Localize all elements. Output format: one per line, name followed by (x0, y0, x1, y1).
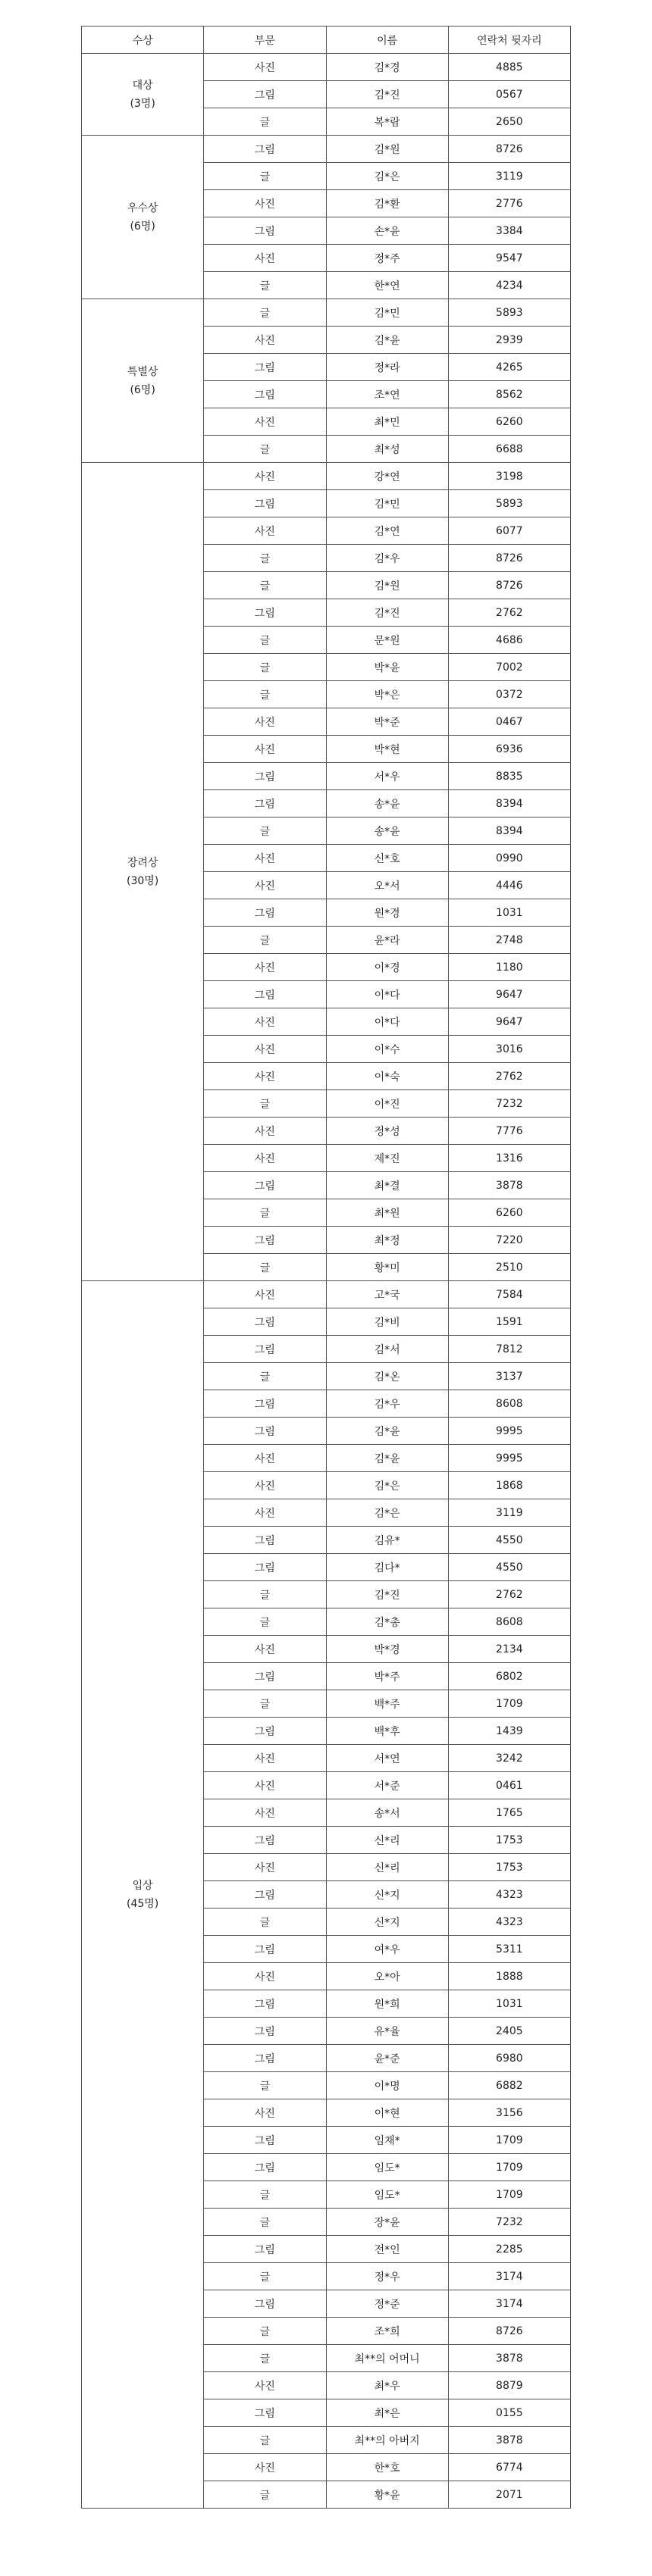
award-name: 대상 (132, 79, 153, 92)
name-cell: 김*윤 (326, 327, 448, 354)
category-cell: 그림 (204, 2399, 326, 2427)
phone-digits-cell: 4323 (448, 1881, 570, 1909)
name-cell: 정*주 (326, 245, 448, 272)
phone-digits-cell: 2762 (448, 1581, 570, 1608)
phone-digits-cell: 1753 (448, 1854, 570, 1881)
category-cell: 글 (204, 818, 326, 845)
phone-digits-cell: 2134 (448, 1636, 570, 1663)
table-row (82, 463, 571, 490)
name-cell: 강*연 (326, 463, 448, 490)
header-name: 이름 (326, 27, 448, 54)
phone-digits-cell: 1888 (448, 1963, 570, 1990)
phone-digits-cell: 7776 (448, 1118, 570, 1145)
phone-digits-cell: 8726 (448, 572, 570, 599)
category-cell: 그림 (204, 1527, 326, 1554)
name-cell: 윤*라 (326, 927, 448, 954)
name-cell: 문*원 (326, 627, 448, 654)
category-cell: 사진 (204, 190, 326, 217)
name-cell: 김*윤 (326, 1445, 448, 1472)
category-cell: 그림 (204, 599, 326, 627)
phone-digits-cell: 3174 (448, 2290, 570, 2318)
category-cell: 사진 (204, 54, 326, 81)
name-cell: 정*준 (326, 2290, 448, 2318)
name-cell: 박*준 (326, 708, 448, 736)
phone-digits-cell: 6260 (448, 408, 570, 436)
name-cell: 이*숙 (326, 1063, 448, 1090)
category-cell: 사진 (204, 463, 326, 490)
name-cell: 김*환 (326, 190, 448, 217)
category-cell: 그림 (204, 217, 326, 245)
category-cell: 그림 (204, 2045, 326, 2072)
name-cell: 최*은 (326, 2399, 448, 2427)
name-cell: 김*원 (326, 572, 448, 599)
category-cell: 사진 (204, 736, 326, 763)
name-cell: 김*비 (326, 1308, 448, 1336)
phone-digits-cell: 1591 (448, 1308, 570, 1336)
phone-digits-cell: 1709 (448, 2154, 570, 2181)
phone-digits-cell: 1316 (448, 1145, 570, 1172)
phone-digits-cell: 8394 (448, 818, 570, 845)
phone-digits-cell: 3174 (448, 2263, 570, 2290)
category-cell: 글 (204, 2481, 326, 2509)
award-group-cell (82, 463, 204, 1281)
phone-digits-cell: 0461 (448, 1772, 570, 1799)
phone-digits-cell: 4323 (448, 1909, 570, 1936)
award-name: 장려상 (127, 856, 158, 869)
phone-digits-cell: 2071 (448, 2481, 570, 2509)
category-cell: 그림 (204, 1881, 326, 1909)
phone-digits-cell: 8608 (448, 1390, 570, 1418)
name-cell: 김*우 (326, 545, 448, 572)
category-cell: 사진 (204, 1799, 326, 1827)
category-cell: 글 (204, 299, 326, 327)
award-group-cell (82, 136, 204, 299)
name-cell: 송*윤 (326, 790, 448, 818)
name-cell: 박*은 (326, 681, 448, 708)
category-cell: 글 (204, 272, 326, 299)
phone-digits-cell: 8726 (448, 545, 570, 572)
category-cell: 사진 (204, 1008, 326, 1036)
category-cell: 글 (204, 654, 326, 681)
category-cell: 사진 (204, 1281, 326, 1308)
name-cell: 신*호 (326, 845, 448, 872)
award-name: 우수상 (127, 202, 158, 214)
name-cell: 김*진 (326, 1581, 448, 1608)
category-cell: 사진 (204, 1854, 326, 1881)
phone-digits-cell: 9995 (448, 1418, 570, 1445)
phone-digits-cell: 1031 (448, 1990, 570, 2018)
phone-digits-cell: 2939 (448, 327, 570, 354)
name-cell: 박*현 (326, 736, 448, 763)
name-cell: 최*성 (326, 436, 448, 463)
name-cell: 손*윤 (326, 217, 448, 245)
category-cell: 사진 (204, 1145, 326, 1172)
winners-table (81, 26, 571, 2509)
phone-digits-cell: 6980 (448, 2045, 570, 2072)
category-cell: 글 (204, 681, 326, 708)
phone-digits-cell: 1709 (448, 2127, 570, 2154)
phone-digits-cell: 1031 (448, 899, 570, 927)
category-cell: 그림 (204, 81, 326, 108)
name-cell: 김*온 (326, 1363, 448, 1390)
header-row (82, 27, 571, 54)
category-cell: 글 (204, 1199, 326, 1227)
category-cell: 그림 (204, 2154, 326, 2181)
category-cell: 그림 (204, 1336, 326, 1363)
category-cell: 그림 (204, 2290, 326, 2318)
name-cell: 김*진 (326, 599, 448, 627)
name-cell: 최*원 (326, 1199, 448, 1227)
table-header (82, 27, 571, 54)
phone-digits-cell: 6688 (448, 436, 570, 463)
phone-digits-cell: 8394 (448, 790, 570, 818)
category-cell: 사진 (204, 1036, 326, 1063)
name-cell: 복*람 (326, 108, 448, 136)
header-phone-last-digits: 연락처 뒷자리 (448, 27, 570, 54)
name-cell: 한*호 (326, 2454, 448, 2481)
name-cell: 정*성 (326, 1118, 448, 1145)
category-cell: 사진 (204, 1472, 326, 1499)
name-cell: 전*인 (326, 2236, 448, 2263)
award-count: (6명) (130, 383, 155, 396)
category-cell: 그림 (204, 1827, 326, 1854)
name-cell: 한*연 (326, 272, 448, 299)
category-cell: 사진 (204, 1772, 326, 1799)
table-body (82, 54, 571, 2509)
category-cell: 그림 (204, 490, 326, 517)
phone-digits-cell: 4550 (448, 1554, 570, 1581)
phone-digits-cell: 9547 (448, 245, 570, 272)
phone-digits-cell: 8608 (448, 1608, 570, 1636)
name-cell: 윤*준 (326, 2045, 448, 2072)
award-group-cell (82, 1281, 204, 2509)
category-cell: 그림 (204, 136, 326, 163)
category-cell: 사진 (204, 408, 326, 436)
phone-digits-cell: 6936 (448, 736, 570, 763)
category-cell: 사진 (204, 1445, 326, 1472)
phone-digits-cell: 3242 (448, 1745, 570, 1772)
phone-digits-cell: 7220 (448, 1227, 570, 1254)
phone-digits-cell: 6260 (448, 1199, 570, 1227)
category-cell: 사진 (204, 2454, 326, 2481)
phone-digits-cell: 9647 (448, 981, 570, 1008)
phone-digits-cell: 6882 (448, 2072, 570, 2099)
name-cell: 최*민 (326, 408, 448, 436)
phone-digits-cell: 8562 (448, 381, 570, 408)
name-cell: 최*우 (326, 2372, 448, 2399)
phone-digits-cell: 3878 (448, 2427, 570, 2454)
table-row (82, 136, 571, 163)
award-group-cell (82, 299, 204, 463)
category-cell: 그림 (204, 1663, 326, 1690)
phone-digits-cell: 9647 (448, 1008, 570, 1036)
name-cell: 정*우 (326, 2263, 448, 2290)
category-cell: 사진 (204, 954, 326, 981)
name-cell: 김*은 (326, 1472, 448, 1499)
category-cell: 그림 (204, 1936, 326, 1963)
phone-digits-cell: 1709 (448, 2181, 570, 2209)
category-cell: 사진 (204, 1118, 326, 1145)
category-cell: 글 (204, 1581, 326, 1608)
name-cell: 김*진 (326, 81, 448, 108)
category-cell: 글 (204, 927, 326, 954)
name-cell: 이*수 (326, 1036, 448, 1063)
category-cell: 그림 (204, 899, 326, 927)
name-cell: 송*윤 (326, 818, 448, 845)
name-cell: 백*후 (326, 1718, 448, 1745)
category-cell: 글 (204, 2072, 326, 2099)
phone-digits-cell: 3878 (448, 2345, 570, 2372)
phone-digits-cell: 6077 (448, 517, 570, 545)
category-cell: 글 (204, 2427, 326, 2454)
phone-digits-cell: 1180 (448, 954, 570, 981)
category-cell: 그림 (204, 2236, 326, 2263)
name-cell: 이*명 (326, 2072, 448, 2099)
name-cell: 원*경 (326, 899, 448, 927)
category-cell: 사진 (204, 1636, 326, 1663)
phone-digits-cell: 0990 (448, 845, 570, 872)
category-cell: 그림 (204, 381, 326, 408)
phone-digits-cell: 1709 (448, 1690, 570, 1718)
phone-digits-cell: 4550 (448, 1527, 570, 1554)
category-cell: 사진 (204, 2372, 326, 2399)
phone-digits-cell: 5311 (448, 1936, 570, 1963)
phone-digits-cell: 4885 (448, 54, 570, 81)
phone-digits-cell: 8835 (448, 763, 570, 790)
phone-digits-cell: 9995 (448, 1445, 570, 1472)
category-cell: 사진 (204, 2099, 326, 2127)
phone-digits-cell: 3137 (448, 1363, 570, 1390)
name-cell: 임채* (326, 2127, 448, 2154)
phone-digits-cell: 2510 (448, 1254, 570, 1281)
name-cell: 김다* (326, 1554, 448, 1581)
name-cell: 오*아 (326, 1963, 448, 1990)
phone-digits-cell: 2650 (448, 108, 570, 136)
phone-digits-cell: 2762 (448, 1063, 570, 1090)
category-cell: 그림 (204, 1990, 326, 2018)
name-cell: 임도* (326, 2154, 448, 2181)
name-cell: 원*희 (326, 1990, 448, 2018)
category-cell: 글 (204, 1254, 326, 1281)
name-cell: 김유* (326, 1527, 448, 1554)
name-cell: 이*경 (326, 954, 448, 981)
name-cell: 서*우 (326, 763, 448, 790)
category-cell: 그림 (204, 1308, 326, 1336)
category-cell: 사진 (204, 1745, 326, 1772)
header-category: 부문 (204, 27, 326, 54)
phone-digits-cell: 1868 (448, 1472, 570, 1499)
phone-digits-cell: 2285 (448, 2236, 570, 2263)
category-cell: 그림 (204, 1554, 326, 1581)
name-cell: 김*민 (326, 299, 448, 327)
phone-digits-cell: 6774 (448, 2454, 570, 2481)
name-cell: 송*서 (326, 1799, 448, 1827)
phone-digits-cell: 3119 (448, 1499, 570, 1527)
phone-digits-cell: 8726 (448, 136, 570, 163)
phone-digits-cell: 2762 (448, 599, 570, 627)
phone-digits-cell: 8726 (448, 2318, 570, 2345)
category-cell: 그림 (204, 1718, 326, 1745)
category-cell: 사진 (204, 1063, 326, 1090)
name-cell: 정*라 (326, 354, 448, 381)
category-cell: 사진 (204, 245, 326, 272)
phone-digits-cell: 4265 (448, 354, 570, 381)
name-cell: 최*결 (326, 1172, 448, 1199)
award-count: (3명) (130, 97, 155, 110)
name-cell: 서*연 (326, 1745, 448, 1772)
phone-digits-cell: 3878 (448, 1172, 570, 1199)
phone-digits-cell: 5893 (448, 490, 570, 517)
phone-digits-cell: 0155 (448, 2399, 570, 2427)
category-cell: 글 (204, 2181, 326, 2209)
category-cell: 글 (204, 627, 326, 654)
phone-digits-cell: 7232 (448, 2209, 570, 2236)
name-cell: 장*윤 (326, 2209, 448, 2236)
category-cell: 그림 (204, 981, 326, 1008)
category-cell: 사진 (204, 517, 326, 545)
category-cell: 글 (204, 1363, 326, 1390)
name-cell: 고*국 (326, 1281, 448, 1308)
category-cell: 그림 (204, 790, 326, 818)
name-cell: 박*경 (326, 1636, 448, 1663)
category-cell: 글 (204, 1909, 326, 1936)
name-cell: 김*은 (326, 1499, 448, 1527)
category-cell: 그림 (204, 1172, 326, 1199)
award-group-cell (82, 54, 204, 136)
name-cell: 조*연 (326, 381, 448, 408)
name-cell: 김*원 (326, 136, 448, 163)
name-cell: 이*진 (326, 1090, 448, 1118)
category-cell: 글 (204, 163, 326, 190)
name-cell: 여*우 (326, 1936, 448, 1963)
table-row (82, 1281, 571, 1308)
phone-digits-cell: 2405 (448, 2018, 570, 2045)
name-cell: 신*지 (326, 1909, 448, 1936)
category-cell: 사진 (204, 327, 326, 354)
phone-digits-cell: 4686 (448, 627, 570, 654)
name-cell: 김*총 (326, 1608, 448, 1636)
award-count: (30명) (126, 874, 159, 887)
name-cell: 조*희 (326, 2318, 448, 2345)
category-cell: 글 (204, 436, 326, 463)
phone-digits-cell: 0372 (448, 681, 570, 708)
phone-digits-cell: 3156 (448, 2099, 570, 2127)
phone-digits-cell: 0567 (448, 81, 570, 108)
phone-digits-cell: 4234 (448, 272, 570, 299)
phone-digits-cell: 8879 (448, 2372, 570, 2399)
name-cell: 박*주 (326, 1663, 448, 1690)
phone-digits-cell: 1439 (448, 1718, 570, 1745)
category-cell: 그림 (204, 2127, 326, 2154)
category-cell: 사진 (204, 872, 326, 899)
category-cell: 글 (204, 572, 326, 599)
name-cell: 신*지 (326, 1881, 448, 1909)
name-cell: 김*윤 (326, 1418, 448, 1445)
name-cell: 황*미 (326, 1254, 448, 1281)
name-cell: 김*민 (326, 490, 448, 517)
category-cell: 글 (204, 1690, 326, 1718)
name-cell: 신*리 (326, 1854, 448, 1881)
phone-digits-cell: 6802 (448, 1663, 570, 1690)
category-cell: 그림 (204, 354, 326, 381)
phone-digits-cell: 7812 (448, 1336, 570, 1363)
name-cell: 김*서 (326, 1336, 448, 1363)
category-cell: 그림 (204, 763, 326, 790)
award-name: 입상 (132, 1879, 153, 1892)
name-cell: 임도* (326, 2181, 448, 2209)
phone-digits-cell: 2776 (448, 190, 570, 217)
phone-digits-cell: 7584 (448, 1281, 570, 1308)
award-name: 특별상 (127, 365, 158, 378)
category-cell: 글 (204, 2345, 326, 2372)
award-count: (45명) (126, 1897, 159, 1910)
category-cell: 글 (204, 545, 326, 572)
category-cell: 글 (204, 2318, 326, 2345)
phone-digits-cell: 2748 (448, 927, 570, 954)
name-cell: 이*현 (326, 2099, 448, 2127)
name-cell: 김*우 (326, 1390, 448, 1418)
name-cell: 서*준 (326, 1772, 448, 1799)
name-cell: 김*은 (326, 163, 448, 190)
category-cell: 사진 (204, 1499, 326, 1527)
category-cell: 사진 (204, 845, 326, 872)
name-cell: 오*서 (326, 872, 448, 899)
category-cell: 그림 (204, 2018, 326, 2045)
phone-digits-cell: 7002 (448, 654, 570, 681)
name-cell: 신*리 (326, 1827, 448, 1854)
header-award: 수상 (82, 27, 204, 54)
category-cell: 그림 (204, 1227, 326, 1254)
category-cell: 그림 (204, 1418, 326, 1445)
phone-digits-cell: 1753 (448, 1827, 570, 1854)
phone-digits-cell: 3384 (448, 217, 570, 245)
name-cell: 유*율 (326, 2018, 448, 2045)
category-cell: 글 (204, 108, 326, 136)
name-cell: 황*윤 (326, 2481, 448, 2509)
name-cell: 김*연 (326, 517, 448, 545)
category-cell: 글 (204, 2209, 326, 2236)
phone-digits-cell: 5893 (448, 299, 570, 327)
phone-digits-cell: 1765 (448, 1799, 570, 1827)
phone-digits-cell: 3198 (448, 463, 570, 490)
phone-digits-cell: 3016 (448, 1036, 570, 1063)
name-cell: 최**의 어머니 (326, 2345, 448, 2372)
table-row (82, 54, 571, 81)
category-cell: 사진 (204, 1963, 326, 1990)
category-cell: 글 (204, 2263, 326, 2290)
name-cell: 김*경 (326, 54, 448, 81)
name-cell: 이*다 (326, 1008, 448, 1036)
phone-digits-cell: 4446 (448, 872, 570, 899)
category-cell: 글 (204, 1090, 326, 1118)
phone-digits-cell: 0467 (448, 708, 570, 736)
name-cell: 제*진 (326, 1145, 448, 1172)
award-count: (6명) (130, 220, 155, 233)
name-cell: 박*윤 (326, 654, 448, 681)
table-row (82, 299, 571, 327)
category-cell: 그림 (204, 1390, 326, 1418)
name-cell: 이*다 (326, 981, 448, 1008)
category-cell: 사진 (204, 708, 326, 736)
name-cell: 최**의 아버지 (326, 2427, 448, 2454)
name-cell: 백*주 (326, 1690, 448, 1718)
category-cell: 글 (204, 1608, 326, 1636)
phone-digits-cell: 3119 (448, 163, 570, 190)
phone-digits-cell: 7232 (448, 1090, 570, 1118)
name-cell: 최*정 (326, 1227, 448, 1254)
